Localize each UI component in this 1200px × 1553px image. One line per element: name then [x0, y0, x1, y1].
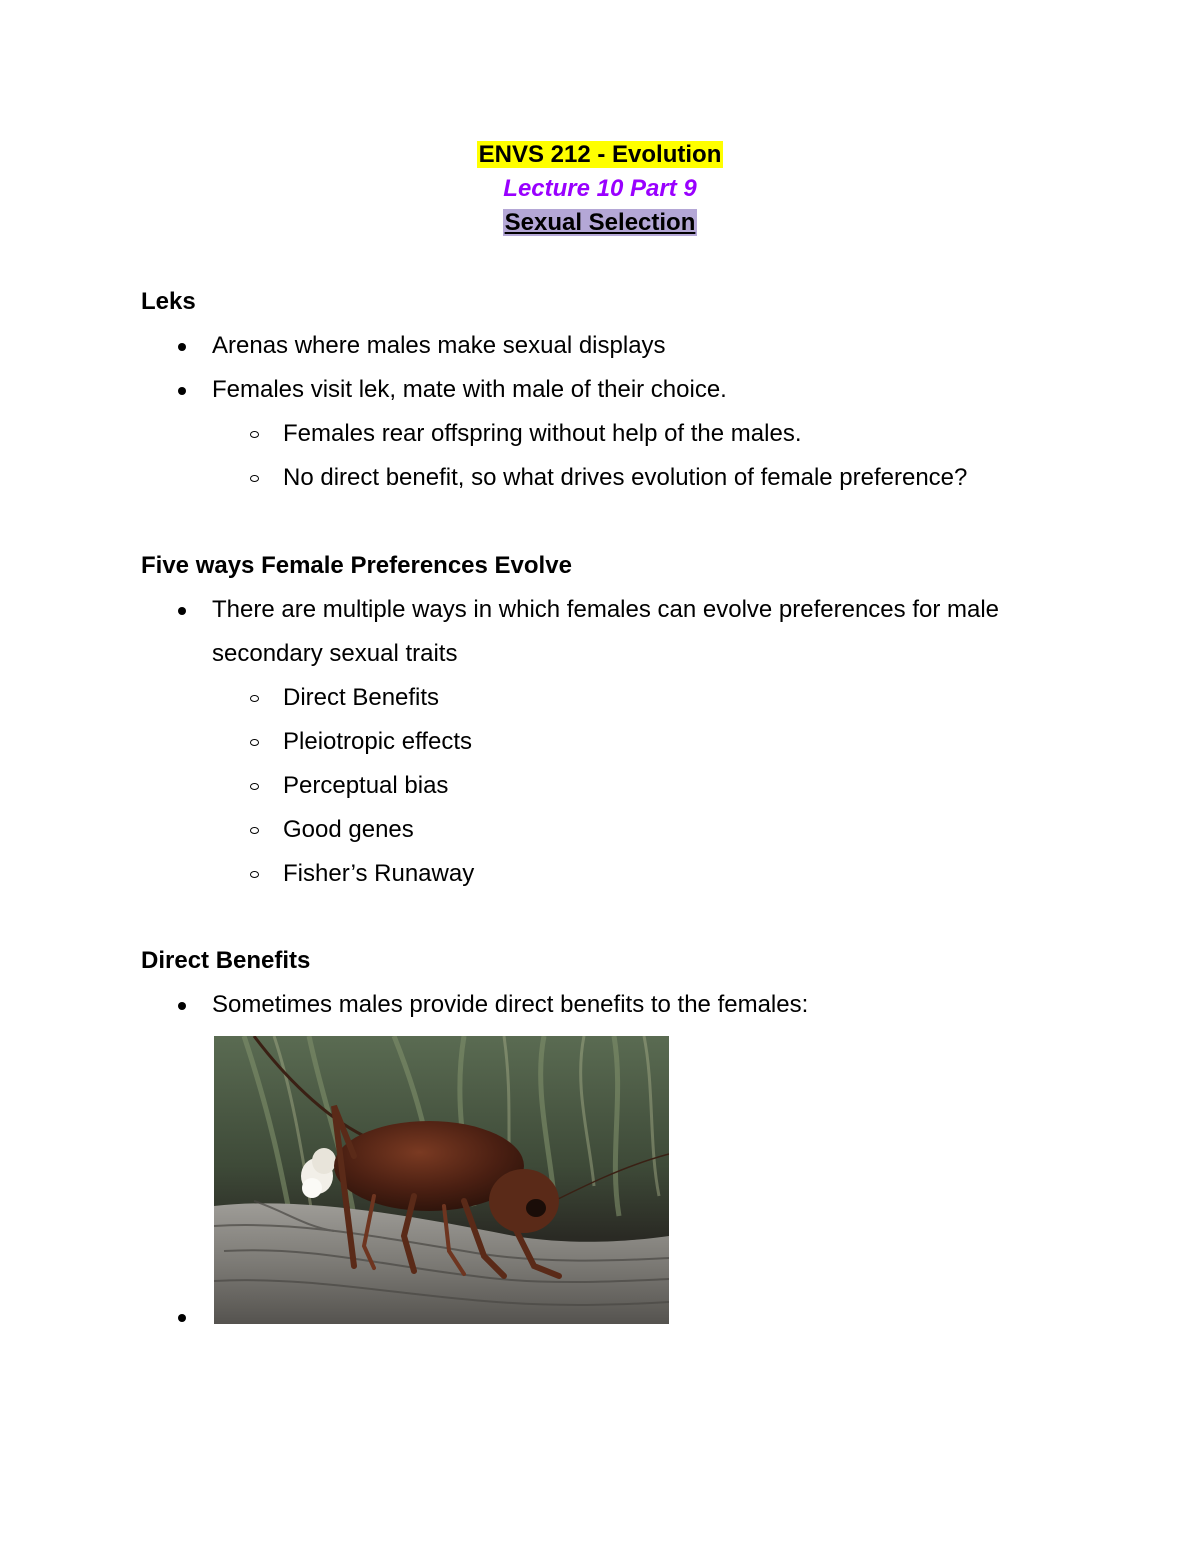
list-item: Females visit lek, mate with male of their choice.: [212, 376, 727, 403]
sub-bullet-circle: [250, 431, 259, 438]
section-heading-direct-benefits: Direct Benefits: [141, 947, 311, 974]
sub-list-item: No direct benefit, so what drives evolution of female preference?: [283, 464, 968, 491]
section-heading-leks: Leks: [141, 288, 196, 315]
sub-list-item: Fisher’s Runaway: [283, 860, 475, 887]
topic-title: Sexual Selection: [504, 209, 696, 236]
sub-list-item: Pleiotropic effects: [283, 728, 472, 755]
bullet-dot: [178, 387, 186, 395]
list-item: Sometimes males provide direct benefits to the females:: [212, 991, 809, 1018]
sub-bullet-circle: [250, 871, 259, 878]
sub-bullet-circle: [250, 475, 259, 482]
title-block: [0, 138, 1200, 240]
sub-list-item: Direct Benefits: [283, 684, 440, 711]
sub-list-item: Females rear offspring without help of the males.: [283, 420, 802, 447]
lecture-subtitle: Lecture 10 Part 9: [503, 175, 697, 202]
sub-list-item: Perceptual bias: [283, 772, 449, 799]
sub-bullet-circle: [250, 783, 259, 790]
list-item: Arenas where males make sexual displays: [212, 332, 666, 359]
sub-list-item: Good genes: [283, 816, 414, 843]
sub-bullet-circle: [250, 739, 259, 746]
list-item-continuation: secondary sexual traits: [212, 640, 458, 667]
list-item: There are multiple ways in which females can evolve preferences for male: [212, 596, 1000, 623]
sub-bullet-circle: [250, 695, 259, 702]
bullet-dot: [178, 1002, 186, 1010]
section-heading-five-ways: Five ways Female Preferences Evolve: [141, 552, 572, 579]
bullet-dot: [178, 1314, 186, 1322]
sub-bullet-circle: [250, 827, 259, 834]
bullet-dot: [178, 607, 186, 615]
course-title: ENVS 212 - Evolution: [478, 141, 722, 168]
bullet-dot: [178, 343, 186, 351]
cricket-photo: [214, 1036, 669, 1324]
